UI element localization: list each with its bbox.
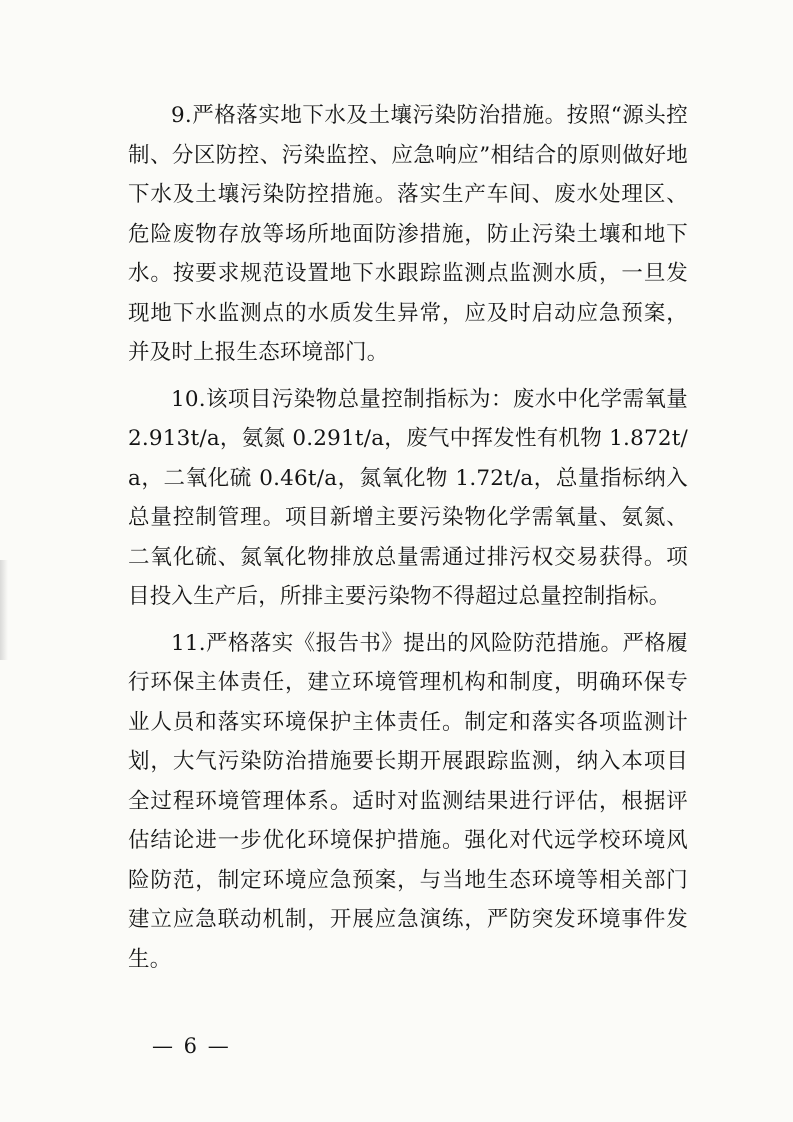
paragraph-item-9: 9.严格落实地下水及土壤污染防治措施。按照“源头控制、分区防控、污染监控、应急响应”相结合的原则做好地下水及土壤污染防控措施。落实生产车间、废水处理区、危险废物存放等场所地面防渗措施，防止污染土壤和地下水。按要求规范设置地下水跟踪监测点监测水质，一旦发现地下水监测点的水质发生异常，应及时启动应急预案，并及时上报生态环境部门。	[128, 103, 688, 365]
page-number: — 6 —	[152, 1034, 231, 1058]
paragraph-item-11: 11.严格落实《报告书》提出的风险防范措施。严格履行环保主体责任，建立环境管理机构和制度，明确环保专业人员和落实环境保护主体责任。制定和落实各项监测计划，大气污染防治措施要长期开展跟踪监测，纳入本项目全过程环境管理体系。适时对监测结果进行评估，根据评估结论进一步优化环境保护措施。强化对代远学校环境风险防范，制定环境应急预案，与当地生态环境等相关部门建立应急联动机制，开展应急演练，严防突发环境事件发生。	[128, 630, 688, 972]
scan-edge-shadow	[0, 560, 8, 660]
document-body	[128, 96, 688, 986]
paragraph-item-10: 10.该项目污染物总量控制指标为：废水中化学需氧量2.913t/a，氨氮 0.291t/a，废气中挥发性有机物 1.872t/a，二氧化硫 0.46t/a，氮氧化物 1.72t/a，总量指标纳入总量控制管理。项目新增主要污染物化学需氧量、氨氮、二氧化硫、氮氧化物排放总量需通过排污权交易获得。项目投入生产后，所排主要污染物不得超过总量控制指标。	[128, 386, 688, 609]
